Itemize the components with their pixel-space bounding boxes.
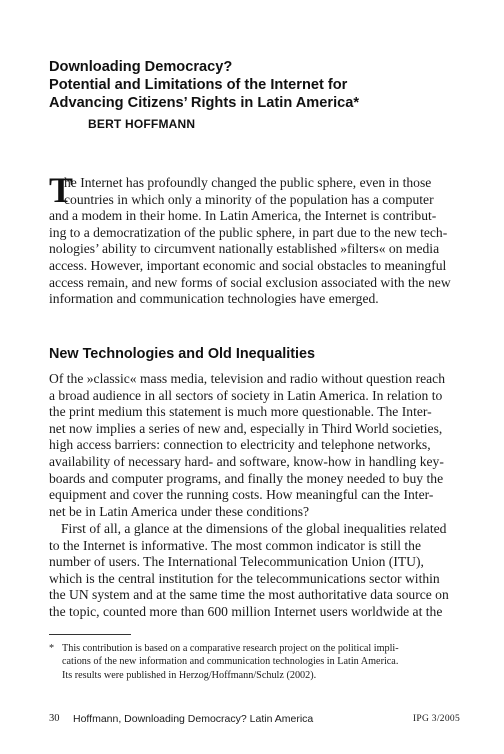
drop-cap: T (49, 170, 74, 210)
abstract-line: access. However, important economic and social obstacles to meaningful (49, 257, 447, 273)
body-line: the UN system and at the same time the most authoritative data source on (49, 587, 449, 603)
title-line: Downloading Democracy? (49, 59, 233, 75)
footnote-line: This contribution is based on a comparative research project on the political impli- (62, 643, 399, 654)
abstract-line: access remain, and new forms of social exclusion associated with the new (49, 274, 451, 290)
article-title (49, 58, 469, 112)
footnote-line: cations of the new information and communication technologies in Latin America. (62, 656, 399, 668)
body-line: a broad audience in all sectors of society in Latin America. In relation to (49, 387, 443, 403)
running-footer (49, 712, 460, 726)
section-heading: New Technologies and Old Inequalities (49, 346, 316, 362)
author-name: BERT HOFFMANN (88, 117, 196, 131)
footnote-divider (49, 634, 131, 635)
abstract-line: nologies’ ability to circumvent nationally established »filters« on media (49, 241, 440, 257)
page-number: 30 (49, 713, 60, 724)
footnote (49, 642, 464, 682)
body-line: boards and computer programs, and finally the money needed to buy the (49, 470, 444, 486)
body-line: net now implies a series of new and, especially in Third World societies, (49, 420, 443, 436)
body-line: First of all, a glance at the dimensions of the global inequalities related (61, 521, 447, 536)
footnote-marker: * (49, 643, 55, 654)
body-line: the print medium this statement is much more questionable. The Inter- (49, 404, 432, 420)
body-line: availability of necessary hard- and software, know-how in handling key- (49, 453, 444, 469)
running-title: Hoffmann, Downloading Democracy? Latin America (73, 713, 314, 725)
abstract-line: countries in which only a minority of the population has a computer (64, 191, 434, 207)
abstract-line: information and communication technologies have emerged. (49, 291, 379, 307)
title-line: Potential and Limitations of the Internet for (49, 77, 348, 93)
body-line: to the Internet is informative. The most common indicator is still the (49, 537, 421, 553)
title-line: Advancing Citizens’ Rights in Latin America* (49, 95, 360, 111)
abstract-line: he Internet has profoundly changed the public sphere, even in those (64, 175, 432, 190)
footnote-line: Its results were published in Herzog/Hoffmann/Schulz (2002). (62, 669, 317, 681)
abstract-line: and a modem in their home. In Latin America, the Internet is contribut- (49, 208, 437, 224)
body-paragraph (49, 521, 459, 621)
journal-issue: IPG 3/2005 (412, 714, 460, 724)
abstract (49, 170, 459, 308)
body-line: the topic, counted more than 600 million Internet users worldwide at the (49, 603, 443, 619)
body-line: high access barriers: connection to electricity and telephone networks, (49, 437, 431, 453)
body-line: which is the central institution for the telecommunications sector within (49, 570, 440, 586)
body-line: equipment and cover the running costs. How meaningful can the Inter- (49, 487, 434, 503)
abstract-line: ing to a democratization of the public sphere, in part due to the new tech- (49, 224, 448, 240)
body-line: net be in Latin America under these conditions? (49, 503, 310, 519)
body-line: number of users. The International Telecommunication Union (ITU), (49, 554, 424, 570)
body-line: Of the »classic« mass media, television and radio without question reach (49, 371, 446, 386)
body-paragraph (49, 371, 459, 520)
